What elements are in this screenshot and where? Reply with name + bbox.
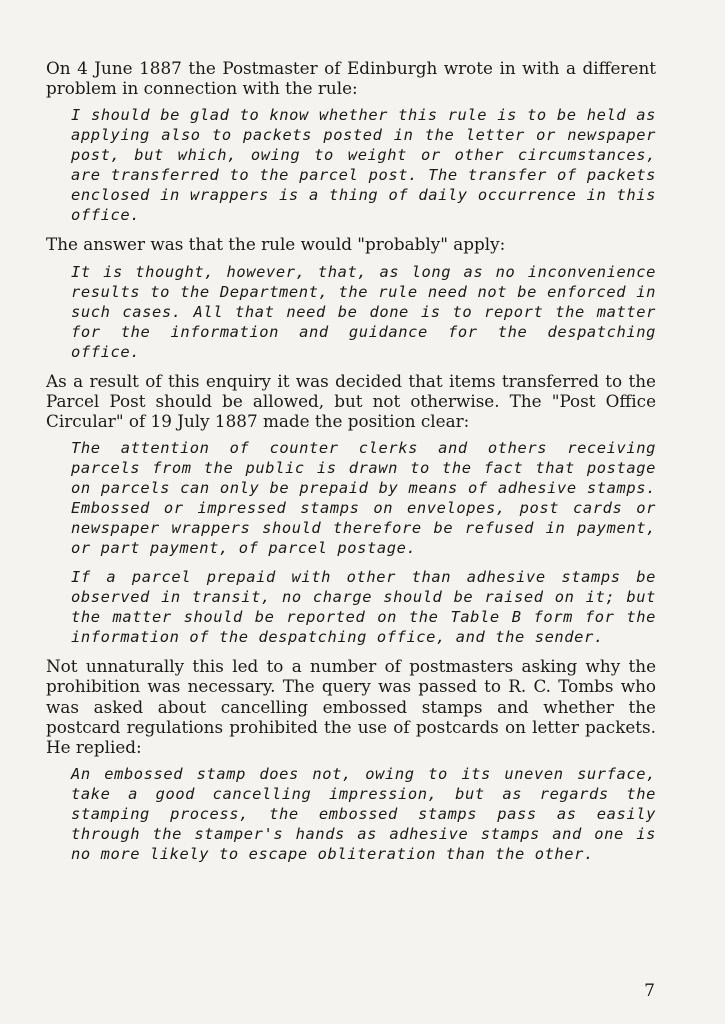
page-number: 7 — [644, 981, 655, 1001]
quote-circular-transit: If a parcel prepaid with other than adhesive stamps be observed in transit, no charge should be raised on it; but the matter should be reported on the Table B form for the information of the despatching office, and the sender. — [71, 568, 656, 647]
document-page — [46, 58, 656, 873]
quote-edinburgh-postmaster: I should be glad to know whether this rule is to be held as applying also to packets posted in the letter or newspaper post, but which, owing to weight or other circumstances, are transferred to the parcel post. The transfer of packets enclosed in wrappers is a thing of daily occurrence in this office. — [71, 106, 656, 225]
paragraph-edinburgh-letter: On 4 June 1887 the Postmaster of Edinburgh wrote in with a different problem in connection with the rule: — [46, 58, 656, 99]
quote-department-reply: It is thought, however, that, as long as no inconvenience results to the Department, the rule need not be enforced in such cases. All that need be done is to report the matter for the information and guidance for the despatching office. — [71, 262, 656, 361]
quote-tombs-reply: An embossed stamp does not, owing to its uneven surface, take a good cancelling impression, but as regards the stamping process, the embossed stamps pass as easily through the stamper's hands as adhesive stamps and one is no more likely to escape obliteration than the other. — [71, 765, 656, 864]
paragraph-enquiry-result: As a result of this enquiry it was decided that items transferred to the Parcel Post should be allowed, but not otherwise. The "Post Office Circular" of 19 July 1887 made the position clear: — [46, 370, 656, 432]
quote-circular-counter-clerks: The attention of counter clerks and others receiving parcels from the public is drawn to the fact that postage on parcels can only be prepaid by means of adhesive stamps. Embossed or impressed stamps on envelopes, post cards or newspaper wrappers should therefore be refused in payment, or part payment, of parcel postage. — [71, 439, 656, 558]
paragraph-answer: The answer was that the rule would "probably" apply: — [46, 234, 506, 255]
paragraph-postmasters-query: Not unnaturally this led to a number of postmasters asking why the prohibition was necessary. The query was passed to R. C. Tombs who was asked about cancelling embossed stamps and whether the postcard regulations prohibited the use of postcards on letter packets. He replied: — [46, 656, 656, 758]
